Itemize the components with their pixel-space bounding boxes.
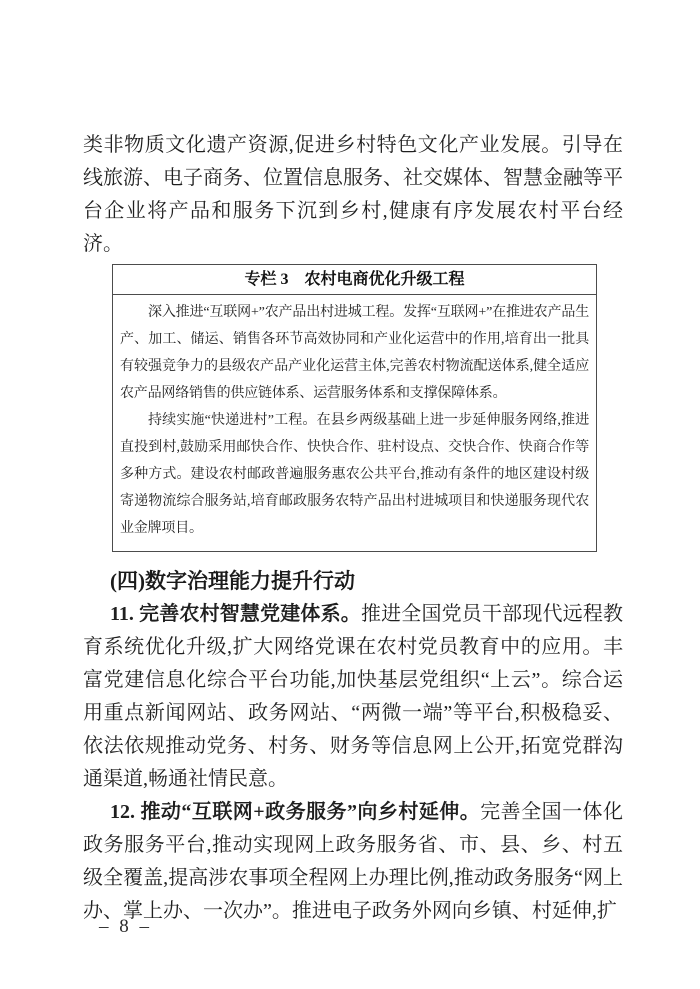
page-content xyxy=(83,129,623,928)
item-11-lead: 11. 完善农村智慧党建体系。 xyxy=(110,603,361,625)
page-number: – 8 – xyxy=(99,916,152,937)
paragraph-item-11 xyxy=(83,598,623,796)
column-box-body xyxy=(113,295,596,551)
item-11-body: 推进全国党员干部现代远程教育系统优化升级,扩大网络党课在农村党员教育中的应用。丰富党建信息化综合平台功能,加快基层党组织“上云”。综合运用重点新闻网站、政务网站、“两微一端”等平台,积极稳妥、依法依规推动党务、村务、财务等信息网上公开,拓宽党群沟通渠道,畅通社情民意。 xyxy=(83,603,623,790)
column-box-title: 专栏 3 农村电商优化升级工程 xyxy=(113,265,596,295)
column-box-3 xyxy=(112,264,597,552)
section-heading-4: (四)数字治理能力提升行动 xyxy=(110,569,355,593)
item-12-lead: 12. 推动“互联网+政务服务”向乡村延伸。 xyxy=(110,801,481,823)
column-paragraph-2: 持续实施“快递进村”工程。在县乡两级基础上进一步延伸服务网络,推进直投到村,鼓励采用邮快合作、快快合作、驻村设点、交快合作、快商合作等多种方式。建设农村邮政普遍服务惠农公共平台,推动有条件的地区建设村级寄递物流综合服务站,培育邮政服务农特产品出村进城项目和快递服务现代农业金牌项目。 xyxy=(120,413,589,536)
item-12-body: 完善全国一体化政务服务平台,推动实现网上政务服务省、市、县、乡、村五级全覆盖,提高涉农事项全程网上办理比例,推动政务服务“网上办、掌上办、一次办”。推进电子政务外网向乡镇、村延伸,扩 xyxy=(83,801,624,922)
paragraph-item-12 xyxy=(83,796,623,928)
paragraph-continuation: 类非物质文化遗产资源,促进乡村特色文化产业发展。引导在线旅游、电子商务、位置信息服务、社交媒体、智慧金融等平台企业将产品和服务下沉到乡村,健康有序发展农村平台经济。 xyxy=(83,134,623,255)
column-paragraph-1: 深入推进“互联网+”农产品出村进城工程。发挥“互联网+”在推进农产品生产、加工、储运、销售各环节高效协同和产业化运营中的作用,培育出一批具有较强竞争力的县级农产品产业化运营主体,完善农村物流配送体系,健全适应农产品网络销售的供应链体系、运营服务体系和支撑保障体系。 xyxy=(120,305,589,401)
